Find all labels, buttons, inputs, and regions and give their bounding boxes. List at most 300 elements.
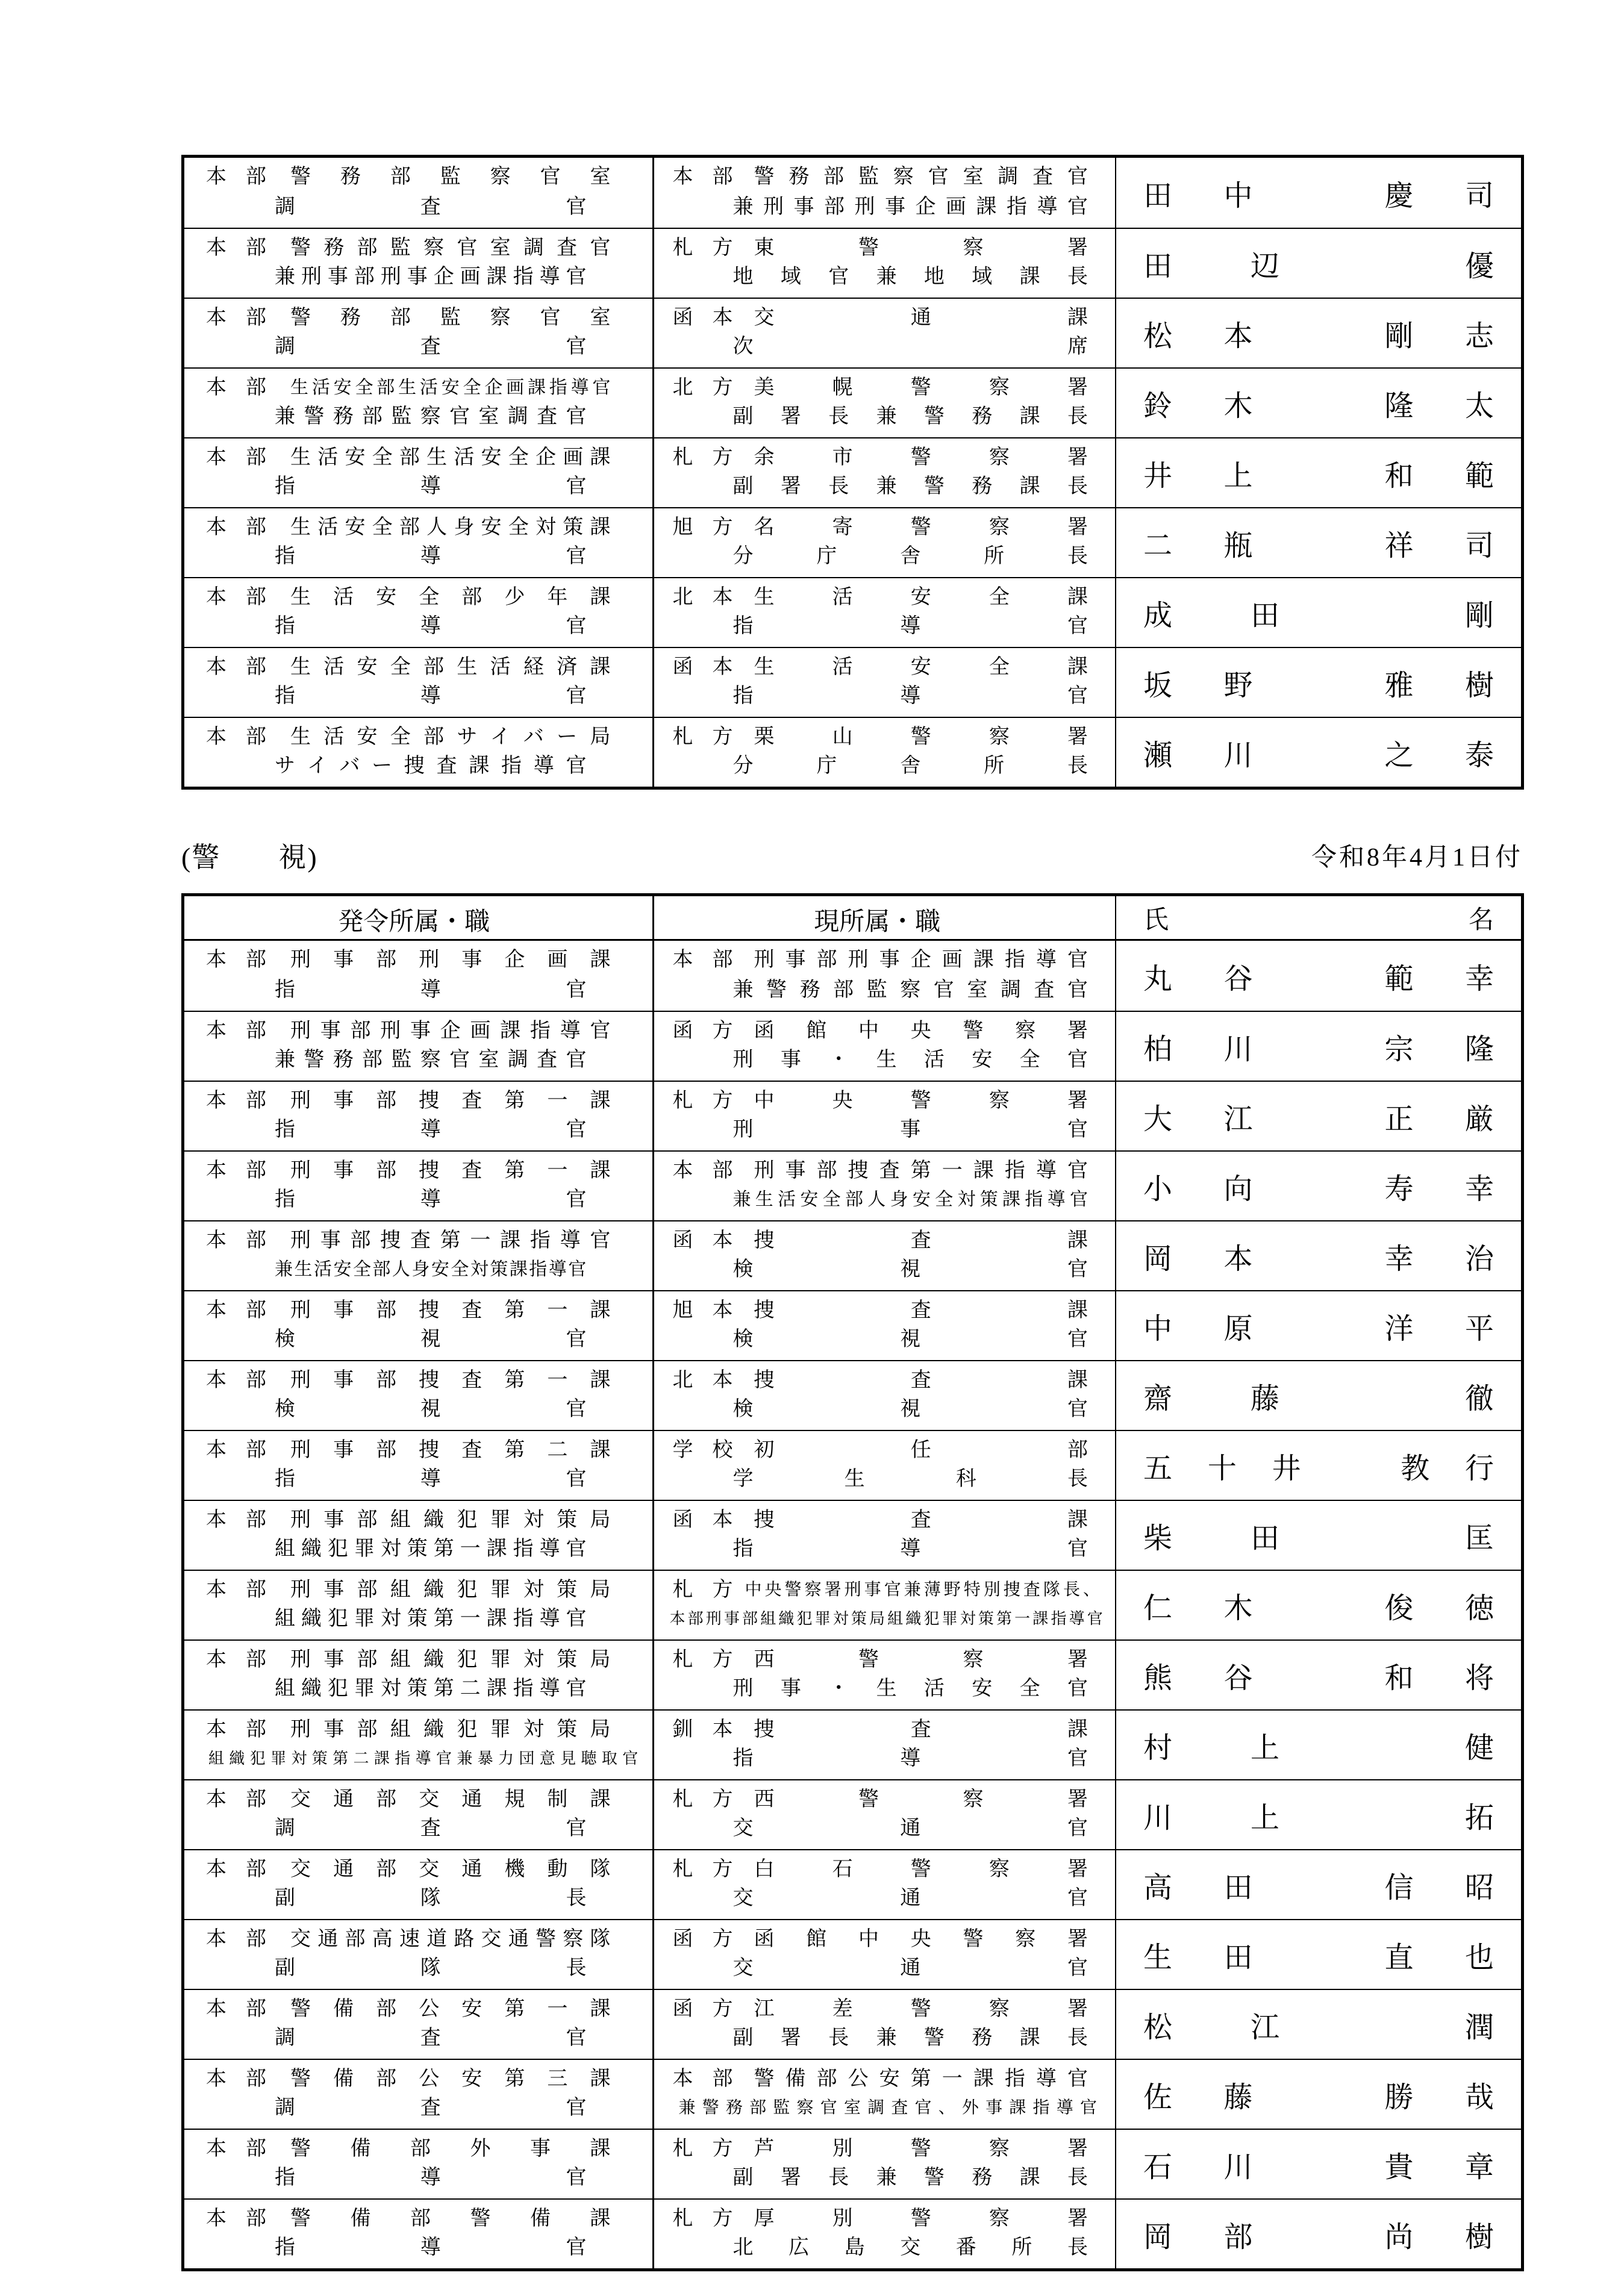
assignment-line1 [184,723,652,751]
assignment-line1 [184,234,652,262]
assignment-line2 [184,1605,652,1633]
department-text: 生 活 安 全 部 少 年 課 [290,586,611,608]
table-row [184,2198,1521,2268]
table-row [184,577,1521,647]
position-text: 交 通 官 [732,1817,1088,1839]
assignment-line2 [654,1815,1115,1842]
assignment-line2 [654,752,1115,780]
department-text: 捜 査 課 [754,1229,1088,1252]
assignment-line2 [184,752,652,780]
position-text: 兼 生 活 安 全 部 人 身 安 全 対 策 課 指 導 官 [732,1190,1088,1209]
department-text: 西 警 察 署 [754,1788,1088,1811]
position-text: 指 導 官 [275,2236,587,2259]
cell-current-assignment [654,1990,1116,2059]
cell-name [1116,1641,1521,1709]
department-text: 生 活 安 全 課 [754,656,1088,678]
assignment-line2 [184,1186,652,1214]
person-name: 石 川 貴 章 [1143,2151,1494,2183]
agency-prefix: 本 部 [206,949,266,971]
position-text: 調 査 官 [275,2027,587,2049]
assignment-line2 [654,2164,1115,2192]
cell-name [1116,1291,1521,1360]
department-text: 捜 査 課 [754,1299,1088,1321]
assignment-line1 [654,2205,1115,2233]
assignment-line2 [184,1396,652,1423]
assignment-line1 [654,1786,1115,1814]
cell-name [1116,1780,1521,1849]
header-new-assignment [184,896,654,939]
cell-current-assignment [654,158,1116,228]
position-text: 調 査 官 [275,1817,587,1839]
department-text: 生 活 安 全 部 人 身 安 全 対 策 課 [290,516,611,538]
position-text: 交 通 官 [732,1957,1088,1979]
position-text: 副 隊 長 [275,1887,587,1909]
assignment-line2 [184,1815,652,1842]
department-text: 刑 事 部 捜 査 第 一 課 [290,1369,611,1391]
cell-name [1116,369,1521,437]
person-name: 松 本 剛 志 [1143,320,1494,352]
position-text: 調 査 官 [275,2097,587,2119]
assignment-line1 [654,1367,1115,1394]
position-text: 兼 刑 事 部 刑 事 企 画 課 指 導 官 [275,266,587,288]
assignment-line2 [654,1465,1115,1493]
agency-prefix: 学 校 [672,1439,733,1461]
cell-new-assignment [184,1082,654,1150]
department-text: 名 寄 警 察 署 [754,516,1088,538]
assignment-line2 [184,682,652,710]
cell-name [1116,299,1521,367]
assignment-line2 [184,2094,652,2122]
agency-prefix: 旭 本 [672,1299,733,1321]
cell-current-assignment [654,1221,1116,1290]
agency-prefix: 本 部 [206,376,266,399]
date-label: 令和8年4月1日付 [1311,844,1523,872]
department-text: 芦 別 警 察 署 [754,2138,1088,2160]
department-text: 警 備 部 外 事 課 [290,2138,611,2160]
position-text: 兼 警 務 部 監 察 官 室 調 査 官 [275,1049,587,1071]
cell-name [1116,1361,1521,1430]
cell-new-assignment [184,438,654,507]
cell-current-assignment [654,1291,1116,1360]
person-name: 高 田 信 昭 [1143,1871,1494,1904]
personnel-table-main [181,893,1524,2271]
cell-new-assignment [184,1291,654,1360]
agency-prefix: 本 部 [206,1579,266,1601]
cell-current-assignment [654,648,1116,717]
cell-new-assignment [184,2060,654,2129]
cell-current-assignment [654,1920,1116,1989]
agency-prefix: 北 本 [672,1369,733,1391]
department-text: 刑 事 部 組 織 犯 罪 対 策 局 [290,1649,611,1671]
agency-prefix: 札 方 [672,1858,733,1880]
department-text: 東 警 察 署 [754,237,1088,259]
cell-new-assignment [184,1152,654,1220]
position-text: 指 導 官 [732,1747,1088,1770]
agency-prefix: 札 方 [672,2138,733,2160]
header-new-assignment-label: 発 令 所 属 ・ 職 [338,908,490,936]
assignment-line1 [184,1017,652,1045]
agency-prefix: 札 方 [672,2207,733,2230]
agency-prefix: 本 部 [206,2068,266,2090]
assignment-line1 [654,1506,1115,1534]
table-row [184,1709,1521,1779]
assignment-line2 [654,193,1115,221]
position-text: 学 生 科 長 [732,1468,1088,1490]
cell-name [1116,1431,1521,1500]
position-text: 指 導 官 [275,2167,587,2189]
cell-name [1116,1711,1521,1779]
assignment-line2 [184,1675,652,1703]
position-text: 兼 警 務 部 監 察 官 室 調 査 官 、 外 事 課 指 導 官 [678,2098,1097,2117]
position-text: 指 導 官 [275,979,587,1001]
agency-prefix: 本 部 [206,1858,266,1880]
assignment-line1 [184,1437,652,1464]
person-name: 松 江 潤 [1143,2011,1494,2044]
department-text: 刑 事 部 捜 査 第 一 課 [290,1159,611,1182]
cell-name [1116,941,1521,1011]
assignment-line1 [184,1506,652,1534]
agency-prefix: 北 方 [672,376,733,399]
assignment-line2 [654,333,1115,361]
position-text: 指 導 官 [275,615,587,637]
department-text: 警 務 部 監 察 官 室 [290,166,611,188]
position-text: 検 視 官 [275,1398,587,1420]
assignment-line1 [184,444,652,472]
agency-prefix: 本 部 [206,586,266,608]
agency-prefix: 本 部 [206,1439,266,1461]
person-name: 成 田 剛 [1143,599,1494,632]
agency-prefix: 本 部 [206,1020,266,1042]
assignment-line2 [654,1745,1115,1773]
agency-prefix: 本 部 [206,166,266,188]
table-row [184,228,1521,298]
agency-prefix: 札 方 [672,237,733,259]
cell-name [1116,648,1521,717]
position-text: 指 導 官 [275,1118,587,1141]
table-row [184,717,1521,787]
position-text: 副 署 長 兼 警 務 課 長 [732,2167,1088,2189]
agency-prefix: 本 部 [206,237,266,259]
assignment-line2 [654,1256,1115,1284]
position-text: 兼 警 務 部 監 察 官 室 調 査 官 [732,979,1088,1001]
assignment-line2 [184,1326,652,1353]
cell-current-assignment [654,2060,1116,2129]
cell-new-assignment [184,1920,654,1989]
section-heading [181,830,1524,881]
cell-name [1116,438,1521,507]
assignment-line1 [654,514,1115,541]
department-text: 刑 事 部 刑 事 企 画 課 [290,949,611,971]
cell-current-assignment [654,369,1116,437]
table-row [184,1290,1521,1360]
assignment-line1 [184,2065,652,2093]
position-text: 本 部 刑 事 部 組 織 犯 罪 対 策 局 組 織 犯 罪 対 策 第 一 課 指 導 官 [669,1610,1103,1627]
cell-new-assignment [184,1571,654,1639]
department-text: 中 央 警 察 署 刑 事 官 兼 薄 野 特 別 捜 査 隊 長 、 [745,1580,1101,1599]
table-row [184,1779,1521,1849]
department-text: 警 備 部 公 安 第 一 課 指 導 官 [754,2068,1088,2090]
agency-prefix: 札 方 [672,446,733,469]
table-row [184,1570,1521,1639]
header-current-assignment [654,896,1116,939]
assignment-line1 [184,584,652,611]
assignment-line1 [184,1646,652,1674]
position-text: 調 査 官 [275,196,587,218]
assignment-line2 [654,543,1115,570]
position-text: 組 織 犯 罪 対 策 第 二 課 指 導 官 [275,1677,587,1700]
assignment-line1 [184,1926,652,1953]
assignment-line2 [654,2024,1115,2052]
cell-name [1116,1152,1521,1220]
agency-prefix: 本 部 [206,1299,266,1321]
department-text: 江 差 警 察 署 [754,1998,1088,2020]
assignment-line1 [654,723,1115,751]
department-text: 初 任 部 [754,1439,1088,1461]
cell-name [1116,158,1521,228]
cell-current-assignment [654,2130,1116,2198]
agency-prefix: 本 部 [206,1928,266,1950]
cell-new-assignment [184,941,654,1011]
position-text: 検 視 官 [732,1258,1088,1281]
assignment-line2 [654,1046,1115,1074]
cell-new-assignment [184,1711,654,1779]
person-name: 丸 谷 範 幸 [1143,962,1494,995]
assignment-line1 [654,1297,1115,1324]
agency-prefix: 本 部 [206,726,266,748]
cell-new-assignment [184,158,654,228]
cell-current-assignment [654,1711,1116,1779]
assignment-line2 [654,1396,1115,1423]
position-text: 組 織 犯 罪 対 策 第 一 課 指 導 官 [275,1538,587,1560]
department-text: 交 通 部 交 通 機 動 隊 [290,1858,611,1880]
assignment-line2 [184,1116,652,1144]
department-text: 刑 事 部 組 織 犯 罪 対 策 局 [290,1718,611,1741]
agency-prefix: 札 方 [672,1579,733,1601]
table-row [184,158,1521,228]
position-text: 兼 生 活 安 全 部 人 身 安 全 対 策 課 指 導 官 [275,1259,587,1279]
assignment-line1 [654,1437,1115,1464]
table-row [184,1989,1521,2059]
person-name: 佐 藤 勝 哉 [1143,2081,1494,2114]
assignment-line1 [654,584,1115,611]
department-text: 警 務 部 監 察 官 室 調 査 官 [290,237,611,259]
assignment-line1 [184,1995,652,2023]
cell-current-assignment [654,941,1116,1011]
department-text: 生 活 安 全 部 生 活 安 全 企 画 課 [290,446,611,469]
personnel-table-top [181,155,1524,790]
cell-name [1116,2130,1521,2198]
agency-prefix: 函 本 [672,307,733,329]
person-name: 大 江 正 厳 [1143,1103,1494,1135]
person-name: 井 上 和 範 [1143,460,1494,492]
agency-prefix: 札 方 [672,1788,733,1811]
cell-new-assignment [184,718,654,787]
agency-prefix: 釧 本 [672,1718,733,1741]
person-name: 柏 川 宗 隆 [1143,1033,1494,1065]
table-row [184,2059,1521,2129]
agency-prefix: 札 方 [672,726,733,748]
position-text: 検 視 官 [732,1398,1088,1420]
position-text: 刑 事 官 [732,1118,1088,1141]
department-text: 生 活 安 全 部 サ イ バ ー 局 [290,726,611,748]
cell-name [1116,1571,1521,1639]
cell-name [1116,508,1521,577]
assignment-line2 [654,1954,1115,1982]
cell-new-assignment [184,578,654,647]
assignment-line1 [654,1017,1115,1045]
department-text: 生 活 安 全 部 生 活 経 済 課 [290,656,611,678]
person-name: 齋 藤 徹 [1143,1382,1494,1415]
agency-prefix: 本 部 [206,656,266,678]
department-text: 栗 山 警 察 署 [754,726,1088,748]
agency-prefix: 本 部 [672,949,733,971]
person-name: 二 瓶 祥 司 [1143,529,1494,562]
assignment-line2 [184,193,652,221]
table-row [184,507,1521,577]
position-text: 副 署 長 兼 警 務 課 長 [732,405,1088,428]
person-name: 柴 田 匡 [1143,1522,1494,1555]
table-row [184,1011,1521,1081]
cell-new-assignment [184,369,654,437]
table-row [184,1220,1521,1290]
table-row [184,1849,1521,1919]
assignment-line1 [184,1786,652,1814]
department-text: 交 通 課 [754,307,1088,329]
agency-prefix: 函 本 [672,1229,733,1252]
agency-prefix: 本 部 [206,1788,266,1811]
person-name: 坂 野 雅 樹 [1143,669,1494,702]
position-text: 交 通 官 [732,1887,1088,1909]
assignment-line1 [654,2135,1115,2163]
assignment-line2 [654,613,1115,640]
table-row [184,1500,1521,1570]
department-text: 西 警 察 署 [754,1649,1088,1671]
assignment-line2 [654,976,1115,1004]
assignment-line1 [184,654,652,681]
agency-prefix: 本 部 [206,1718,266,1741]
department-text: 警 備 部 警 備 課 [290,2207,611,2230]
agency-prefix: 旭 方 [672,516,733,538]
cell-new-assignment [184,1780,654,1849]
assignment-line1 [654,1576,1115,1604]
assignment-line2 [184,976,652,1004]
assignment-line2 [654,682,1115,710]
assignment-line2 [184,1745,652,1773]
department-text: 刑 事 部 捜 査 第 二 課 [290,1439,611,1461]
department-text: 刑 事 部 刑 事 企 画 課 指 導 官 [754,949,1088,971]
person-name: 五 十 井 教 行 [1143,1452,1494,1485]
rank-label: (警 視) [181,842,318,873]
assignment-line1 [654,1926,1115,1953]
cell-new-assignment [184,1641,654,1709]
agency-prefix: 函 本 [672,1509,733,1531]
department-text: 警 備 部 公 安 第 一 課 [290,1998,611,2020]
cell-name [1116,2060,1521,2129]
assignment-line1 [184,946,652,974]
cell-new-assignment [184,2200,654,2268]
position-text: 組 織 犯 罪 対 策 第 一 課 指 導 官 [275,1608,587,1630]
cell-current-assignment [654,1850,1116,1919]
cell-new-assignment [184,648,654,717]
position-text: 副 署 長 兼 警 務 課 長 [732,2027,1088,2049]
agency-prefix: 北 本 [672,586,733,608]
header-name-label: 氏 名 [1143,906,1494,934]
cell-name [1116,578,1521,647]
person-name: 生 田 直 也 [1143,1941,1494,1974]
table-row [184,437,1521,507]
agency-prefix: 本 部 [206,1090,266,1112]
department-text: 刑 事 部 捜 査 第 一 課 [290,1090,611,1112]
cell-new-assignment [184,1361,654,1430]
assignment-line1 [184,2135,652,2163]
position-text: 指 導 官 [732,685,1088,707]
cell-current-assignment [654,1501,1116,1570]
department-text: 刑 事 部 組 織 犯 罪 対 策 局 [290,1509,611,1531]
cell-current-assignment [654,299,1116,367]
table-row [184,1430,1521,1500]
assignment-line1 [654,163,1115,191]
cell-name [1116,1082,1521,1150]
cell-current-assignment [654,718,1116,787]
cell-current-assignment [654,438,1116,507]
cell-new-assignment [184,1850,654,1919]
assignment-line1 [654,1716,1115,1744]
person-name: 川 上 拓 [1143,1802,1494,1834]
position-text: 副 隊 長 [275,1957,587,1979]
table-header-row [184,896,1521,941]
header-current-assignment-label: 現 所 属 ・ 職 [814,908,941,936]
assignment-line1 [184,1856,652,1883]
cell-name [1116,1501,1521,1570]
assignment-line2 [184,2164,652,2192]
position-text: 分 庁 舎 所 長 [732,545,1088,567]
cell-name [1116,1221,1521,1290]
assignment-line2 [654,1675,1115,1703]
agency-prefix: 函 方 [672,1928,733,1950]
agency-prefix: 本 部 [206,1159,266,1182]
department-text: 捜 査 課 [754,1369,1088,1391]
department-text: 刑 事 部 組 織 犯 罪 対 策 局 [290,1579,611,1601]
cell-new-assignment [184,1221,654,1290]
department-text: 刑 事 部 捜 査 第 一 課 指 導 官 [290,1229,611,1252]
assignment-line1 [184,1367,652,1394]
position-text: 検 視 官 [732,1328,1088,1350]
position-text: 地 域 官 兼 地 域 課 長 [732,266,1088,288]
department-text: 生 活 安 全 部 生 活 安 全 企 画 課 指 導 官 [290,378,611,398]
assignment-line1 [654,374,1115,402]
agency-prefix: 札 方 [672,1090,733,1112]
assignment-line1 [184,1297,652,1324]
cell-new-assignment [184,1501,654,1570]
agency-prefix: 本 部 [206,446,266,469]
position-text: 指 導 官 [275,475,587,498]
department-text: 交 通 部 高 速 道 路 交 通 警 察 隊 [290,1928,611,1950]
position-text: 調 査 官 [275,335,587,358]
assignment-line1 [654,234,1115,262]
cell-current-assignment [654,1571,1116,1639]
position-text: 指 導 官 [275,1188,587,1211]
assignment-line2 [184,1465,652,1493]
assignment-line1 [184,1576,652,1604]
agency-prefix: 本 部 [206,1229,266,1252]
cell-new-assignment [184,229,654,298]
assignment-line1 [184,1227,652,1255]
agency-prefix: 本 部 [672,2068,733,2090]
department-text: 交 通 部 交 通 規 制 課 [290,1788,611,1811]
department-text: 函 館 中 央 警 察 署 [754,1020,1088,1042]
position-text: サ イ バ ー 捜 査 課 指 導 官 [275,755,587,777]
assignment-line1 [184,1716,652,1744]
